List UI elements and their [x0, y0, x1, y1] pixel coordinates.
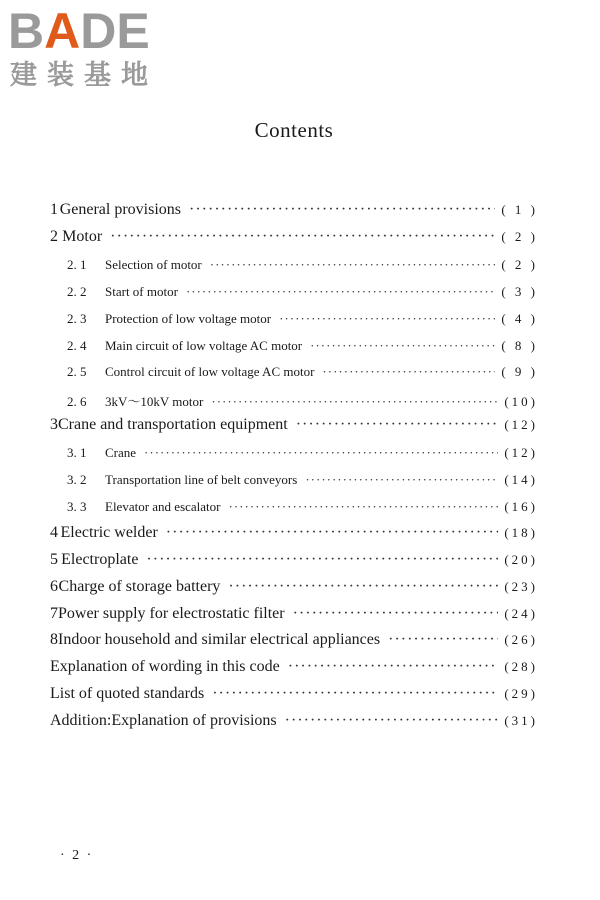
logo-subtitle: 建装基地	[10, 60, 158, 91]
toc-entry-label: 3kV～10kV motor	[105, 394, 204, 410]
toc-entry-label: Transportation line of belt conveyors	[105, 472, 298, 487]
toc-entry-label: Electroplate	[61, 550, 139, 568]
dot-leader	[288, 658, 499, 676]
toc-entry-number: 1	[50, 201, 58, 218]
toc-entry[interactable]	[50, 605, 538, 623]
dot-leader	[296, 416, 499, 434]
toc-entry-page: ( 2 )	[501, 256, 538, 272]
toc-entry-number: 3. 2	[67, 472, 87, 487]
dot-leader	[110, 228, 495, 246]
toc-entry-page: (20)	[504, 551, 538, 567]
toc-entry-label: Crane and transportation equipment	[58, 416, 288, 434]
toc-entry[interactable]	[50, 658, 538, 676]
toc-entry[interactable]	[50, 472, 538, 488]
toc-entry[interactable]	[50, 201, 538, 219]
toc-entry-number: 3. 1	[67, 445, 87, 461]
toc-entry[interactable]	[50, 445, 538, 461]
toc-entry-label: Explanation of wording in this code	[50, 658, 280, 676]
toc-entry-number: 2	[50, 227, 58, 245]
dot-leader	[210, 257, 496, 273]
toc-entry[interactable]	[50, 257, 538, 273]
toc-entry[interactable]	[50, 364, 538, 380]
toc-entry-number: 2. 5	[67, 364, 87, 380]
toc-entry-number: 2. 2	[67, 283, 87, 299]
toc-entry-page: (31)	[504, 713, 538, 729]
toc-entry-page: ( 1 )	[501, 202, 538, 217]
toc-entry[interactable]	[50, 228, 538, 246]
toc-entry-label: Crane	[105, 445, 137, 461]
toc-entry-page: ( 2 )	[501, 228, 538, 244]
toc-entry[interactable]	[50, 685, 538, 703]
toc-entry-label: Power supply for electrostatic filter	[58, 604, 285, 622]
dot-leader	[229, 499, 499, 515]
toc-entry-page: (23)	[504, 578, 538, 594]
toc-entry[interactable]	[50, 551, 538, 569]
toc-entry-label: List of quoted standards	[50, 685, 205, 703]
toc-entry-page: (24)	[504, 605, 538, 621]
toc-entry-page: (29)	[504, 686, 538, 702]
toc-entry-label: General provisions	[59, 201, 181, 218]
dot-leader	[322, 364, 495, 380]
logo-wordmark: BADE	[8, 3, 150, 59]
dot-leader	[285, 712, 499, 730]
toc-entry[interactable]	[50, 578, 538, 596]
toc-entry-label: Selection of motor	[105, 256, 202, 272]
dot-leader	[305, 472, 498, 488]
dot-leader	[144, 445, 498, 461]
toc-entry[interactable]	[50, 631, 538, 649]
toc-entry-number: 2. 3	[67, 310, 87, 326]
toc-entry-label: Electric welder	[60, 523, 158, 541]
toc-entry-label: Control circuit of low voltage AC motor	[105, 364, 315, 380]
toc-entry-page: (12)	[504, 417, 538, 433]
toc-entry-page: ( 9 )	[501, 364, 538, 380]
toc-entry-label: Indoor household and similar electrical appliances	[58, 631, 381, 649]
toc-entry-label: Addition:Explanation of provisions	[50, 712, 277, 730]
dot-leader	[279, 311, 495, 327]
toc-entry-label: Start of motor	[105, 283, 178, 299]
toc-entry-label: Elevator and escalator	[105, 498, 221, 514]
toc-entry-label: Main circuit of low voltage AC motor	[105, 337, 303, 353]
toc-entry[interactable]	[50, 284, 538, 300]
toc-entry-number: 8	[50, 631, 58, 649]
toc-entry-page: ( 4 )	[501, 310, 538, 326]
toc-entry-number: 2. 1	[67, 256, 87, 272]
dot-leader	[228, 578, 498, 596]
toc-entry-number: 2. 4	[67, 337, 87, 353]
dot-leader	[310, 338, 495, 354]
toc-entry-page: (14)	[504, 472, 538, 487]
toc-entry-number: 4	[50, 523, 58, 541]
toc-entry-page: (12)	[504, 445, 538, 461]
toc-entry-number: 6	[50, 577, 58, 595]
toc-entry[interactable]	[50, 499, 538, 515]
toc-entry-page: ( 3 )	[501, 283, 538, 299]
toc-entry-page: (28)	[504, 659, 538, 675]
toc-entry-number: 3	[50, 416, 58, 434]
toc-entry-label: Charge of storage battery	[58, 577, 221, 595]
toc-entry[interactable]	[50, 338, 538, 354]
toc-entry[interactable]	[50, 311, 538, 327]
toc-entry-number: 3. 3	[67, 498, 87, 514]
bade-logo	[8, 4, 178, 96]
dot-leader	[186, 284, 495, 300]
toc-entry-number: 2. 6	[67, 394, 87, 410]
toc-entry[interactable]	[50, 391, 538, 410]
toc-entry-label: Motor	[62, 227, 103, 245]
dot-leader	[211, 394, 498, 410]
dot-leader	[212, 685, 498, 703]
toc-entry-number: 7	[50, 604, 58, 622]
dot-leader	[388, 631, 498, 649]
toc-entry-number: 5	[50, 550, 58, 568]
toc-entry-page: (16)	[504, 498, 538, 514]
toc-entry[interactable]	[50, 712, 538, 730]
page-number: · 2 ·	[60, 848, 94, 863]
toc-entry-page: (10)	[504, 394, 538, 410]
toc-entry-page: ( 8 )	[501, 337, 538, 353]
dot-leader	[293, 605, 499, 623]
dot-leader	[189, 201, 495, 219]
page-title: Contents	[254, 118, 334, 142]
toc-entry[interactable]	[50, 416, 538, 434]
dot-leader	[166, 524, 499, 542]
dot-leader	[146, 551, 498, 569]
toc-entry-label: Protection of low voltage motor	[105, 310, 272, 326]
toc-entry[interactable]	[50, 524, 538, 542]
toc-entry-page: (26)	[504, 632, 538, 648]
toc-entry-page: (18)	[504, 524, 538, 540]
